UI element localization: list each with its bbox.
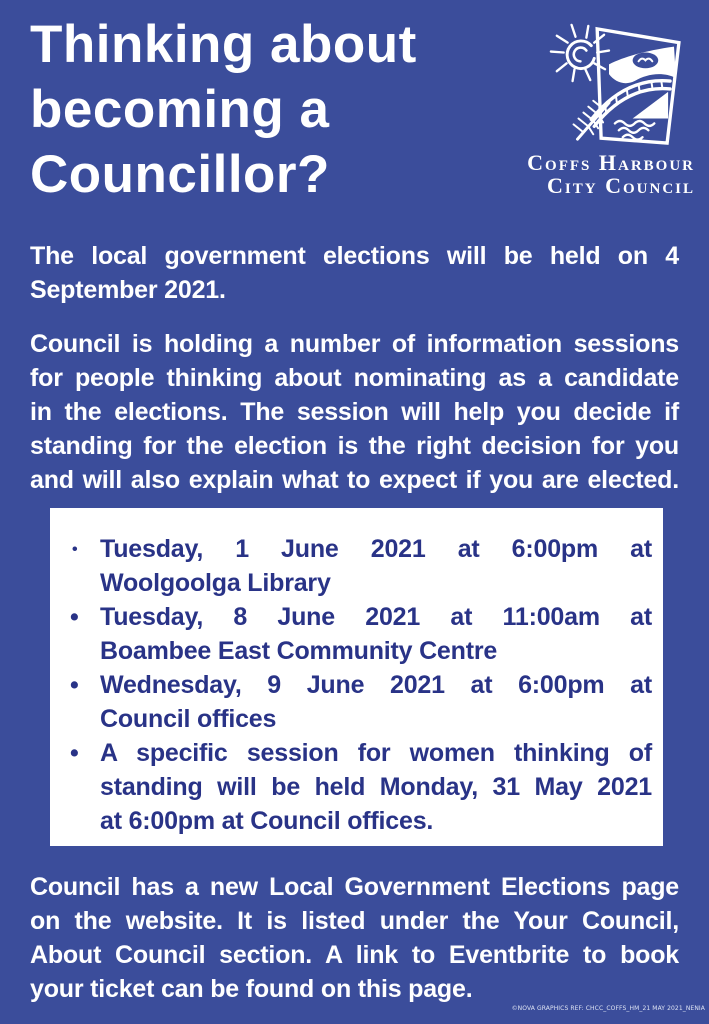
- paragraph-line: for people thinking about nominating as a candidate: [30, 364, 679, 392]
- paragraph-line: September 2021.: [30, 276, 226, 304]
- session-line: Boambee East Community Centre: [100, 637, 498, 665]
- list-item-session-women: [64, 736, 652, 838]
- bullet-icon: •: [70, 671, 79, 699]
- title-line: Thinking about: [30, 15, 417, 74]
- session-line: Tuesday, 1 June 2021 at 6:00pm at: [100, 535, 652, 563]
- council-logo: [480, 20, 695, 196]
- council-name-line2: City Council: [547, 173, 695, 198]
- session-line: standing will be held Monday, 31 May 2021: [100, 773, 652, 801]
- waves-icon: [615, 121, 654, 140]
- list-item-session-2: [64, 600, 652, 668]
- paragraph-line: The local government elections will be held on 4: [30, 242, 679, 270]
- paragraph-information-sessions: [30, 327, 679, 497]
- bullet-icon: •: [70, 603, 79, 631]
- paragraph-elections-webpage: [30, 870, 679, 1006]
- paragraph-line: About Council section. A link to Eventbrite to book: [30, 941, 679, 969]
- paragraph-line: your ticket can be found on this page.: [30, 975, 473, 1003]
- council-emblem-icon: [527, 20, 691, 150]
- print-credit: ©NOVA GRAPHICS REF: CHCC_COFFS_HM_21 MAY 2021_NENIA: [511, 1005, 705, 1012]
- bullet-icon: •: [72, 541, 78, 558]
- bullet-icon: •: [70, 739, 79, 767]
- paragraph-line: in the elections. The session will help you decide if: [30, 398, 679, 426]
- page-title: [30, 12, 530, 207]
- sessions-list-box: [50, 508, 663, 846]
- jetty-wedge: [633, 92, 668, 119]
- session-line: Council offices: [100, 705, 277, 733]
- session-line: Wednesday, 9 June 2021 at 6:00pm at: [100, 671, 652, 699]
- session-line: Woolgoolga Library: [100, 569, 331, 597]
- session-line: A specific session for women thinking of: [100, 739, 652, 767]
- paragraph-line: Council is holding a number of information sessions: [30, 330, 679, 358]
- paragraph-line: standing for the election is the right decision for you: [30, 432, 679, 460]
- title-line: Councillor?: [30, 145, 330, 204]
- session-line: at 6:00pm at Council offices.: [100, 807, 434, 835]
- paragraph-line: on the website. It is listed under the Your Council,: [30, 907, 679, 935]
- council-name-line1: Coffs Harbour: [527, 150, 695, 175]
- paragraph-line: and will also explain what to expect if you are elected.: [30, 466, 679, 494]
- list-item-session-3: [64, 668, 652, 736]
- paragraph-line: Council has a new Local Government Elections page: [30, 873, 679, 901]
- title-line: becoming a: [30, 80, 330, 139]
- session-line: Tuesday, 8 June 2021 at 11:00am at: [100, 603, 652, 631]
- list-item-session-1: [64, 532, 652, 600]
- paragraph-election-date: [30, 239, 679, 307]
